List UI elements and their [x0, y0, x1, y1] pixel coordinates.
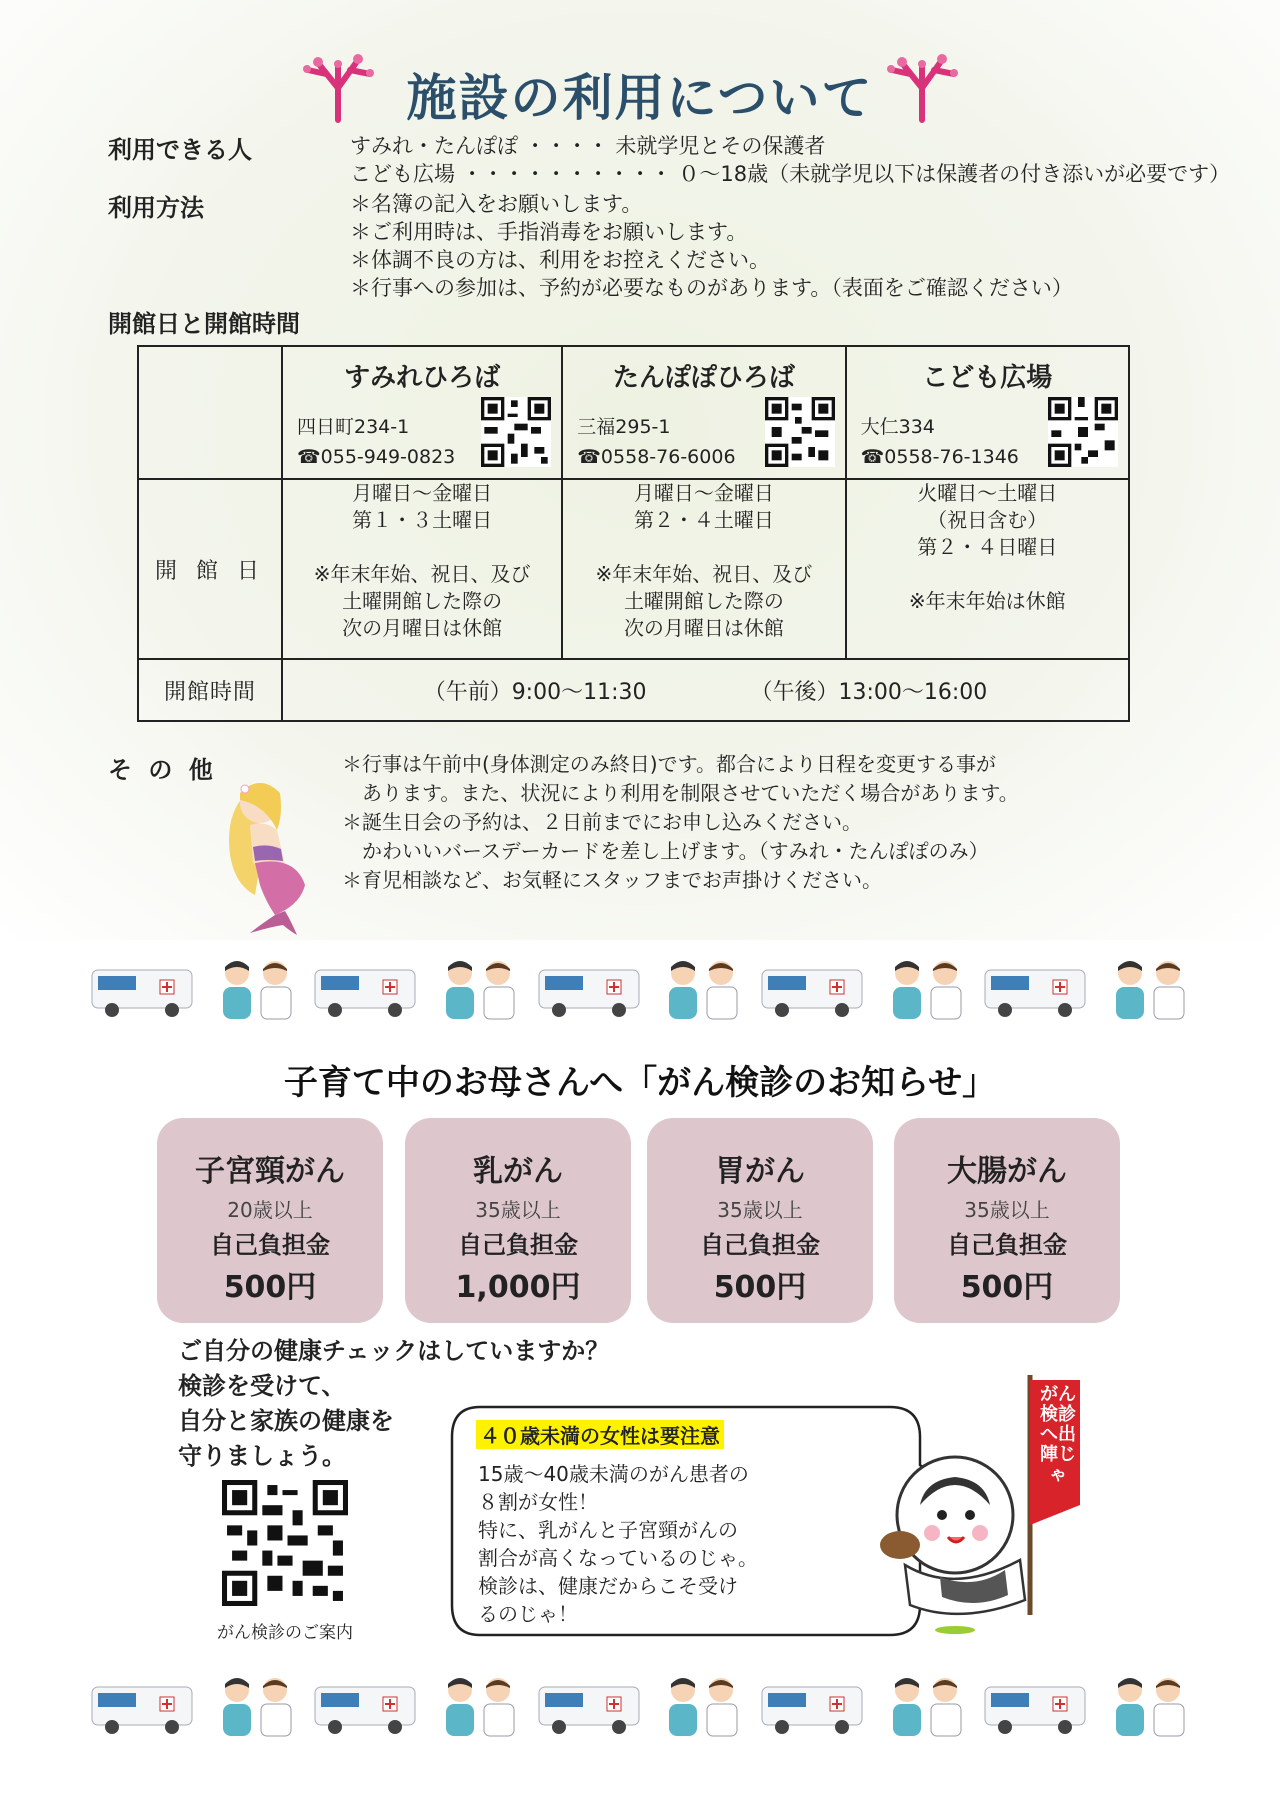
warning-highlight: ４０歳未満の女性は要注意 — [476, 1420, 724, 1449]
other-line: ＊行事は午前中(身体測定のみ終日)です。都合により日程を変更する事が — [342, 752, 997, 776]
ambulance-icon — [313, 958, 423, 1020]
method-line: ＊名簿の記入をお願いします。 — [350, 192, 643, 216]
facility-cell — [562, 346, 845, 479]
table-corner-cell — [138, 346, 282, 479]
card-name: 乳がん — [473, 1154, 563, 1189]
other-line: ＊育児相談など、お気軽にスタッフまでお声掛けください。 — [342, 868, 882, 892]
card-name: 子宮頸がん — [195, 1154, 345, 1189]
card-selfpay: 自己負担金 — [947, 1231, 1067, 1259]
eligible-line: すみれ・たんぽぽ ・・・・ 未就学児とその保護者 — [350, 134, 826, 158]
card-price: 500円 — [223, 1270, 317, 1305]
ambulance-icon — [537, 958, 647, 1020]
open-days-line — [283, 534, 561, 561]
method-label: 利用方法 — [108, 194, 204, 222]
ambulance-icon — [537, 1675, 647, 1737]
cancer-card — [894, 1118, 1120, 1323]
open-days-cell — [282, 479, 562, 659]
qr-code-icon[interactable] — [222, 1480, 348, 1606]
eligible-label: 利用できる人 — [108, 136, 252, 164]
card-age: 20歳以上 — [227, 1198, 313, 1222]
cancer-heading: 子育て中のお母さんへ「がん検診のお知らせ」 — [283, 1063, 997, 1103]
card-price: 500円 — [713, 1270, 807, 1305]
qr-code-icon — [481, 397, 551, 467]
open-days-line: ※年末年始、祝日、及び — [595, 562, 813, 586]
bubble-line: るのじゃ！ — [478, 1602, 578, 1626]
ambulance-icon — [90, 958, 200, 1020]
card-age: 35歳以上 — [717, 1198, 803, 1222]
open-days-line: 土曜開館した際の — [623, 589, 784, 613]
cancer-card — [157, 1118, 383, 1323]
check-line: 守りましょう。 — [178, 1442, 346, 1470]
facility-address: 四日町234-1 — [297, 416, 410, 438]
open-days-label: 開 館 日 — [138, 479, 282, 659]
facility-address: 三福295-1 — [577, 416, 671, 438]
card-selfpay: 自己負担金 — [458, 1231, 578, 1259]
mascot-illustration — [880, 1365, 1125, 1640]
ambulance-icon — [760, 1675, 870, 1737]
open-days-line: 次の月曜日は休館 — [342, 616, 503, 640]
open-days-line — [847, 561, 1128, 588]
cancer-card — [405, 1118, 631, 1323]
facility-cell — [846, 346, 1129, 479]
open-days-line: 次の月曜日は休館 — [623, 616, 784, 640]
facility-address: 大仁334 — [860, 416, 935, 438]
check-line: ご自分の健康チェックはしていますか？ — [178, 1337, 610, 1365]
doctor-patient-icon — [877, 1672, 977, 1740]
qr-code-icon — [765, 397, 835, 467]
doctor-patient-icon — [430, 955, 530, 1023]
other-line: ＊誕生日会の予約は、２日前までにお申し込みください。 — [342, 810, 862, 834]
doctor-patient-icon — [653, 1672, 753, 1740]
eligible-line: こども広場 ・・・・・・・・・・ ０～18歳（未就学児以下は保護者の付き添いが必要です） — [350, 162, 1231, 186]
card-price: 1,000円 — [455, 1270, 581, 1305]
hours-label: 開館時間 — [138, 659, 282, 721]
schedule-table — [137, 345, 1130, 722]
flag-text: がん検診へ出陣じゃ — [1040, 1384, 1076, 1485]
check-line: 自分と家族の健康を — [178, 1407, 394, 1435]
card-age: 35歳以上 — [475, 1198, 561, 1222]
facility-cell — [282, 346, 562, 479]
method-line: ＊行事への参加は、予約が必要なものがあります。（表面をご確認ください） — [350, 276, 1073, 300]
card-selfpay: 自己負担金 — [700, 1231, 820, 1259]
hours-am: （午前）9:00～11:30 — [423, 679, 647, 705]
open-days-line: 第２・４日曜日 — [917, 535, 1058, 559]
facility-name: こども広場 — [922, 363, 1053, 393]
other-line: あります。また、状況により利用を制限させていただく場合があります。 — [342, 781, 1019, 805]
doctor-patient-icon — [653, 955, 753, 1023]
open-days-line: 月曜日～金曜日 — [352, 481, 493, 505]
method-line: ＊体調不良の方は、利用をお控えください。 — [350, 248, 770, 272]
doctor-patient-icon — [207, 1672, 307, 1740]
open-days-line: 第１・３土曜日 — [352, 508, 493, 532]
bubble-line: ８割が女性！ — [478, 1490, 598, 1514]
open-days-line: （祝日含む） — [927, 508, 1048, 532]
bubble-line: 15歳～40歳未満のがん患者の — [478, 1462, 749, 1486]
bubble-line: 特に、乳がんと子宮頸がんの — [478, 1518, 738, 1542]
open-days-line: ※年末年始、祝日、及び — [313, 562, 531, 586]
card-price: 500円 — [960, 1270, 1054, 1305]
open-days-line — [563, 534, 844, 561]
open-days-line: ※年末年始は休館 — [908, 589, 1066, 613]
bubble-line: 検診は、健康だからこそ受け — [478, 1574, 738, 1598]
ambulance-icon — [983, 1675, 1093, 1737]
card-name: 大腸がん — [947, 1154, 1067, 1189]
qr-code-icon — [1048, 397, 1118, 467]
check-line: 検診を受けて、 — [178, 1372, 346, 1400]
facility-name: たんぽぽひろば — [612, 363, 795, 393]
decorative-strip — [90, 955, 1200, 1023]
doctor-patient-icon — [430, 1672, 530, 1740]
facility-phone: ☎055-949-0823 — [297, 446, 456, 468]
cancer-card — [647, 1118, 873, 1323]
other-label: そ の 他 — [108, 756, 217, 784]
method-line: ＊ご利用時は、手指消毒をお願いします。 — [350, 220, 748, 244]
card-selfpay: 自己負担金 — [210, 1231, 330, 1259]
ambulance-icon — [760, 958, 870, 1020]
ambulance-icon — [983, 958, 1093, 1020]
open-days-cell — [846, 479, 1129, 659]
other-line: かわいいバースデーカードを差し上げます。（すみれ・たんぽぽのみ） — [342, 839, 989, 863]
page-title: 施設の利用について — [406, 69, 874, 127]
qr-caption: がん検診のご案内 — [217, 1623, 353, 1643]
open-days-line: 火曜日～土曜日 — [917, 481, 1058, 505]
open-days-line: 第２・４土曜日 — [633, 508, 774, 532]
doctor-patient-icon — [1100, 1672, 1200, 1740]
open-days-line: 土曜開館した際の — [342, 589, 503, 613]
ambulance-icon — [90, 1675, 200, 1737]
doctor-patient-icon — [1100, 955, 1200, 1023]
page-title-wrap — [0, 58, 1280, 130]
doctor-patient-icon — [207, 955, 307, 1023]
bubble-line: 割合が高くなっているのじゃ。 — [478, 1546, 758, 1570]
schedule-label: 開館日と開館時間 — [108, 310, 300, 338]
doctor-patient-icon — [877, 955, 977, 1023]
card-name: 胃がん — [715, 1154, 805, 1189]
card-age: 35歳以上 — [964, 1198, 1050, 1222]
hours-cell — [282, 659, 1129, 721]
mermaid-illustration — [205, 775, 330, 935]
facility-phone: ☎0558-76-1346 — [860, 446, 1019, 468]
open-days-line: 月曜日～金曜日 — [633, 481, 774, 505]
facility-name: すみれひろば — [344, 363, 501, 393]
decorative-strip — [90, 1672, 1200, 1740]
ambulance-icon — [313, 1675, 423, 1737]
hours-pm: （午後）13:00～16:00 — [750, 679, 988, 705]
open-days-cell — [562, 479, 845, 659]
facility-phone: ☎0558-76-6006 — [577, 446, 736, 468]
